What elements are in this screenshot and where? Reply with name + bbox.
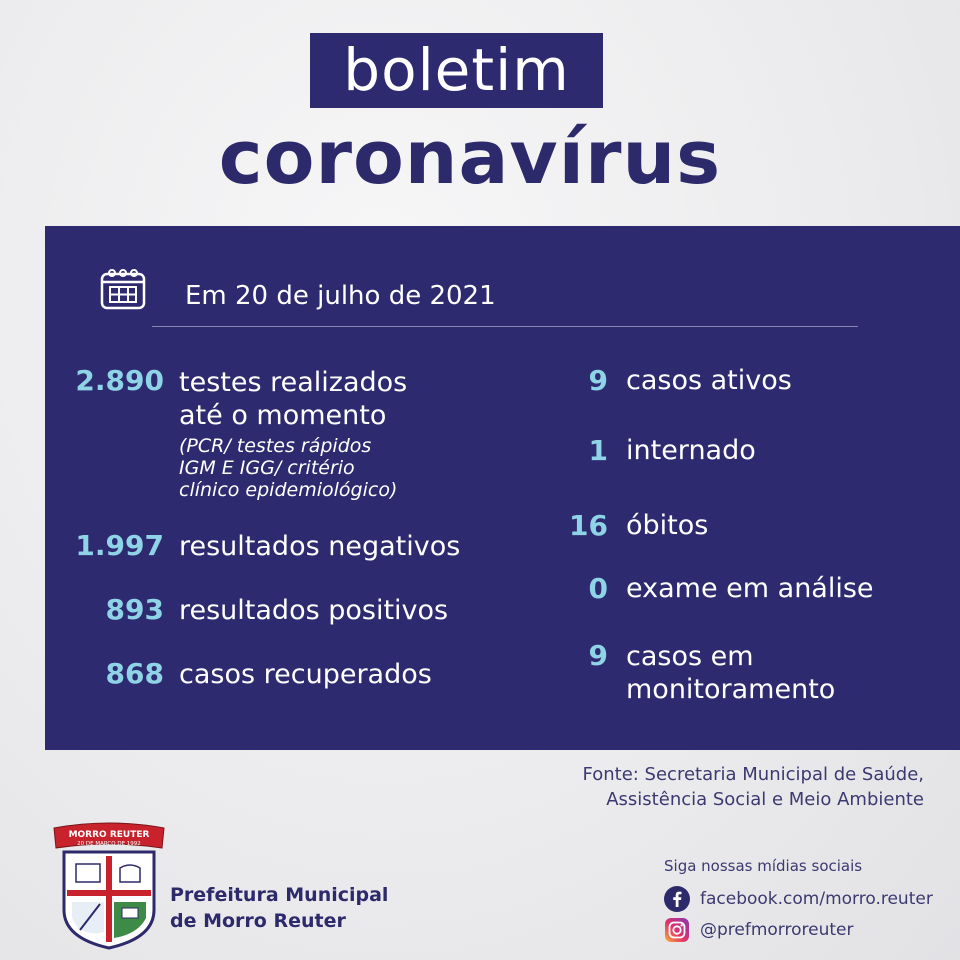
stat-monitoring-label-line2: monitoramento: [626, 674, 836, 705]
stat-tests-value: 2.890: [75, 364, 164, 397]
prefeitura-name: [170, 882, 388, 934]
prefeitura-line2: de Morro Reuter: [170, 910, 346, 932]
social-title: Siga nossas mídias sociais: [664, 857, 863, 875]
stat-positive-value: 893: [105, 593, 164, 626]
stat-deaths-value: 16: [569, 509, 608, 542]
page-title: coronavírus: [218, 115, 722, 201]
divider: [152, 326, 858, 327]
stat-pending-label: exame em análise: [626, 573, 874, 604]
report-date: Em 20 de julho de 2021: [185, 281, 496, 311]
stat-deaths-label: óbitos: [626, 510, 709, 541]
instagram-handle: @prefmorroreuter: [700, 920, 854, 940]
stat-negative-label: resultados negativos: [179, 531, 461, 562]
stat-active-value: 9: [588, 364, 608, 397]
stat-hospitalized-value: 1: [588, 434, 608, 467]
stat-tests-note-line2: IGM E IGG/ critério: [179, 457, 355, 479]
stat-negative-value: 1.997: [75, 529, 164, 562]
stat-hospitalized-label: internado: [626, 435, 756, 466]
source-line1: Fonte: Secretaria Municipal de Saúde,: [582, 764, 924, 785]
header-badge-text: boletim: [343, 36, 570, 104]
stat-monitoring-value: 9: [588, 639, 608, 672]
header-badge: [310, 33, 603, 108]
prefeitura-line1: Prefeitura Municipal: [170, 884, 389, 906]
stat-positive-label: resultados positivos: [179, 595, 449, 626]
stat-monitoring-label-line1: casos em: [626, 641, 754, 672]
source-line2: Assistência Social e Meio Ambiente: [606, 789, 924, 810]
crest-banner-top: MORRO REUTER: [68, 830, 150, 840]
calendar-icon: [100, 268, 146, 310]
source-note: [504, 762, 924, 812]
crest-banner-bottom: 20 DE MARÇO DE 1992: [77, 841, 141, 847]
stat-recovered-value: 868: [105, 657, 164, 690]
municipal-crest: [50, 822, 168, 950]
facebook-handle: facebook.com/morro.reuter: [700, 889, 933, 909]
stat-recovered-label: casos recuperados: [179, 659, 432, 690]
instagram-icon: [664, 917, 690, 943]
instagram-link[interactable]: [664, 916, 853, 944]
stat-pending-value: 0: [588, 572, 608, 605]
stat-tests-label-line2: até o momento: [179, 400, 387, 431]
stat-active-label: casos ativos: [626, 365, 792, 396]
facebook-link[interactable]: [664, 885, 933, 913]
facebook-icon: [664, 886, 690, 912]
stat-tests-note-line3: clínico epidemiológico): [179, 479, 398, 501]
stat-tests-note-line1: (PCR/ testes rápidos: [179, 435, 372, 457]
stat-tests-label-line1: testes realizados: [179, 367, 408, 398]
